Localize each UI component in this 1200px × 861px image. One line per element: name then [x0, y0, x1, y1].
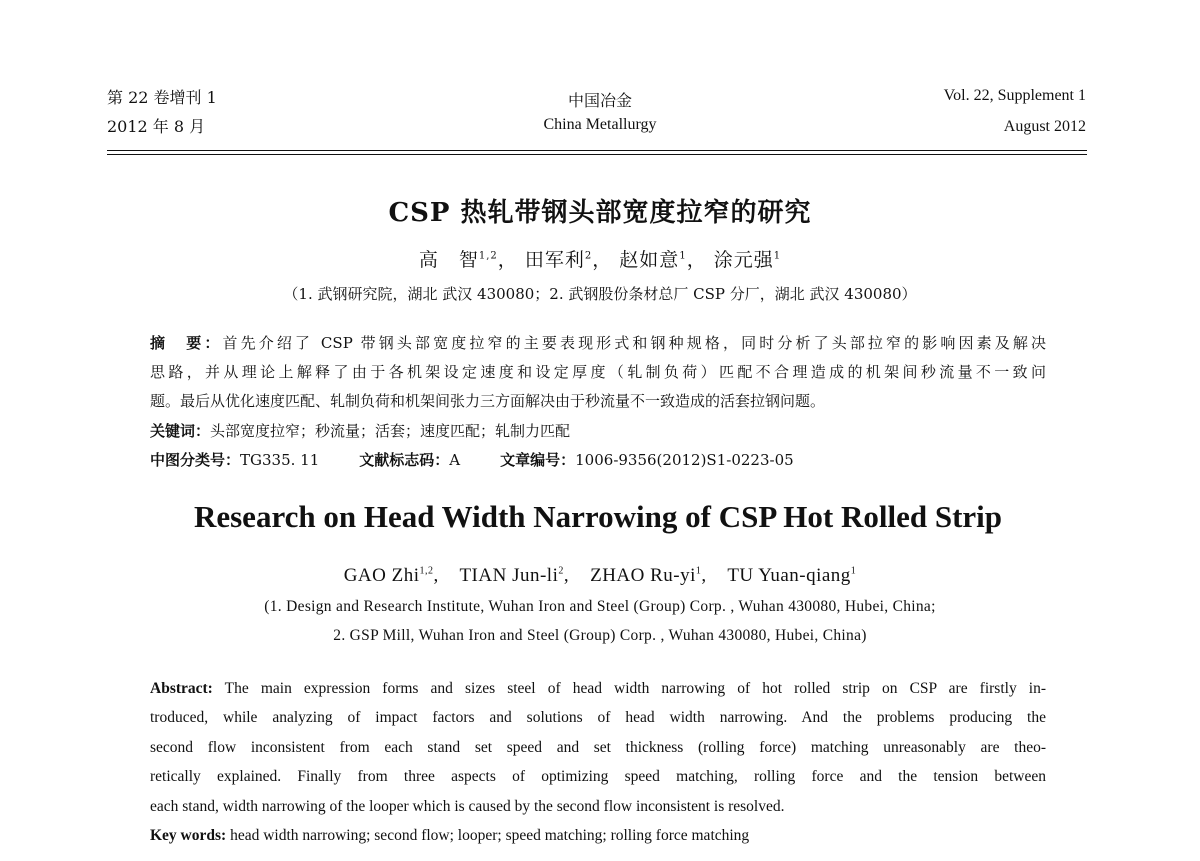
author-separator: ，	[497, 249, 518, 271]
keywords-en	[150, 821, 749, 851]
doc-code-value: A	[449, 451, 461, 469]
author-affil-mark: 2	[584, 250, 593, 262]
abstract-line-en: each stand, width narrowing of the looper which is caused by the second flow inconsistent is resolved.	[150, 798, 785, 815]
clc-label: 中图分类号：	[150, 451, 241, 469]
author-affil-mark: 1	[679, 250, 687, 262]
keywords-text-cn: 头部宽度拉窄；秒流量；活套；速度匹配；轧制力匹配	[210, 422, 571, 440]
author-cn: 涂元强	[713, 249, 774, 271]
abstract-line-cn: 题。最后从优化速度匹配、轧制负荷和机架间张力三方面解决由于秒流量不一致造成的活套拉钢问题。	[150, 392, 826, 410]
author-separator: ,	[701, 565, 707, 586]
classification-line	[150, 446, 794, 475]
abstract-line-en: troduced, while analyzing of impact factors and solutions of head width narrowing. And the problems producing the	[150, 709, 1046, 726]
header-volume-cn: 第 22 卷增刊 1	[107, 88, 217, 107]
keywords-text-en: head width narrowing; second flow; looper; speed matching; rolling force matching	[230, 827, 750, 844]
abstract-line-en: second flow inconsistent from each stand set speed and set thickness (rolling force) matching unreasonably are theo-	[150, 739, 1046, 756]
keywords-label-cn: 关键词：	[150, 422, 211, 440]
author-en: TU Yuan-qiang	[727, 565, 851, 586]
abstract-label-cn: 摘 要：	[150, 334, 223, 352]
affiliation-cn: （1. 武钢研究院，湖北 武汉 430080；2. 武钢股份条材总厂 CSP 分厂，湖北 武汉 430080）	[283, 285, 917, 303]
author-affil-mark: 1	[850, 565, 857, 577]
abstract-text-en: The main expression forms and sizes steel of head width narrowing of hot rolled strip on CSP are firstly in-	[224, 680, 1046, 697]
header-rule-top	[107, 150, 1087, 151]
header-date-en: August 2012	[1003, 118, 1086, 135]
header-date-cn: 2012 年 8 月	[107, 117, 206, 136]
header-rule-bottom	[107, 154, 1087, 155]
author-affil-mark: 1	[695, 565, 702, 577]
article-no-value: 1006-9356(2012)S1-0223-05	[575, 451, 794, 469]
article-no-label: 文章编号：	[500, 451, 576, 469]
author-separator: ，	[592, 249, 613, 271]
clc-value: TG335. 11	[240, 451, 320, 469]
author-en: ZHAO Ru-yi	[590, 565, 696, 586]
author-affil-mark: 1	[773, 250, 782, 262]
author-affil-mark: 2	[558, 565, 564, 577]
affiliation-en-1: (1. Design and Research Institute, Wuhan Iron and Steel (Group) Corp. , Wuhan 430080, Hubei, China;	[264, 598, 936, 615]
doc-code-label: 文献标志码：	[359, 451, 450, 469]
abstract-label-en: Abstract:	[150, 680, 213, 697]
abstract-line-cn: 思路，并从理论上解释了由于各机架设定速度和设定厚度（轧制负荷）匹配不合理造成的机架间秒流量不一致问	[150, 363, 1046, 381]
journal-name-cn: 中国冶金	[567, 93, 632, 110]
author-separator: ,	[563, 565, 570, 586]
paper-title-en: Research on Head Width Narrowing of CSP Hot Rolled Strip	[193, 499, 1003, 534]
paper-title-cn: CSP 热轧带钢头部宽度拉窄的研究	[388, 198, 812, 228]
author-cn: 田军利	[524, 249, 585, 271]
author-cn: 赵如意	[619, 249, 680, 271]
author-en: GAO Zhi	[343, 565, 420, 586]
journal-name-en: China Metallurgy	[543, 116, 657, 133]
author-separator: ,	[433, 565, 439, 586]
author-affil-mark: 1,2	[419, 565, 434, 577]
abstract-text-cn: 首先介绍了 CSP 带钢头部宽度拉窄的主要表现形式和钢种规格，同时分析了头部拉窄的影响因素及解决	[222, 334, 1046, 352]
affiliation-en-2: 2. GSP Mill, Wuhan Iron and Steel (Group) Corp. , Wuhan 430080, Hubei, China)	[333, 627, 867, 644]
author-en: TIAN Jun-li	[459, 565, 559, 586]
keywords-cn	[150, 417, 570, 446]
abstract-line-en: retically explained. Finally from three aspects of optimizing speed matching, rolling force and the tension between	[150, 768, 1046, 785]
author-affil-mark: 1,2	[478, 250, 498, 262]
author-list-cn	[0, 245, 1200, 272]
author-separator: ，	[686, 249, 707, 271]
keywords-label-en: Key words:	[150, 827, 227, 844]
abstract-line-en	[150, 674, 1046, 704]
abstract-line-cn	[150, 329, 1046, 358]
header-volume-en: Vol. 22, Supplement 1	[943, 87, 1086, 104]
author-cn: 高 智	[418, 249, 479, 271]
author-list-en	[0, 565, 1200, 587]
